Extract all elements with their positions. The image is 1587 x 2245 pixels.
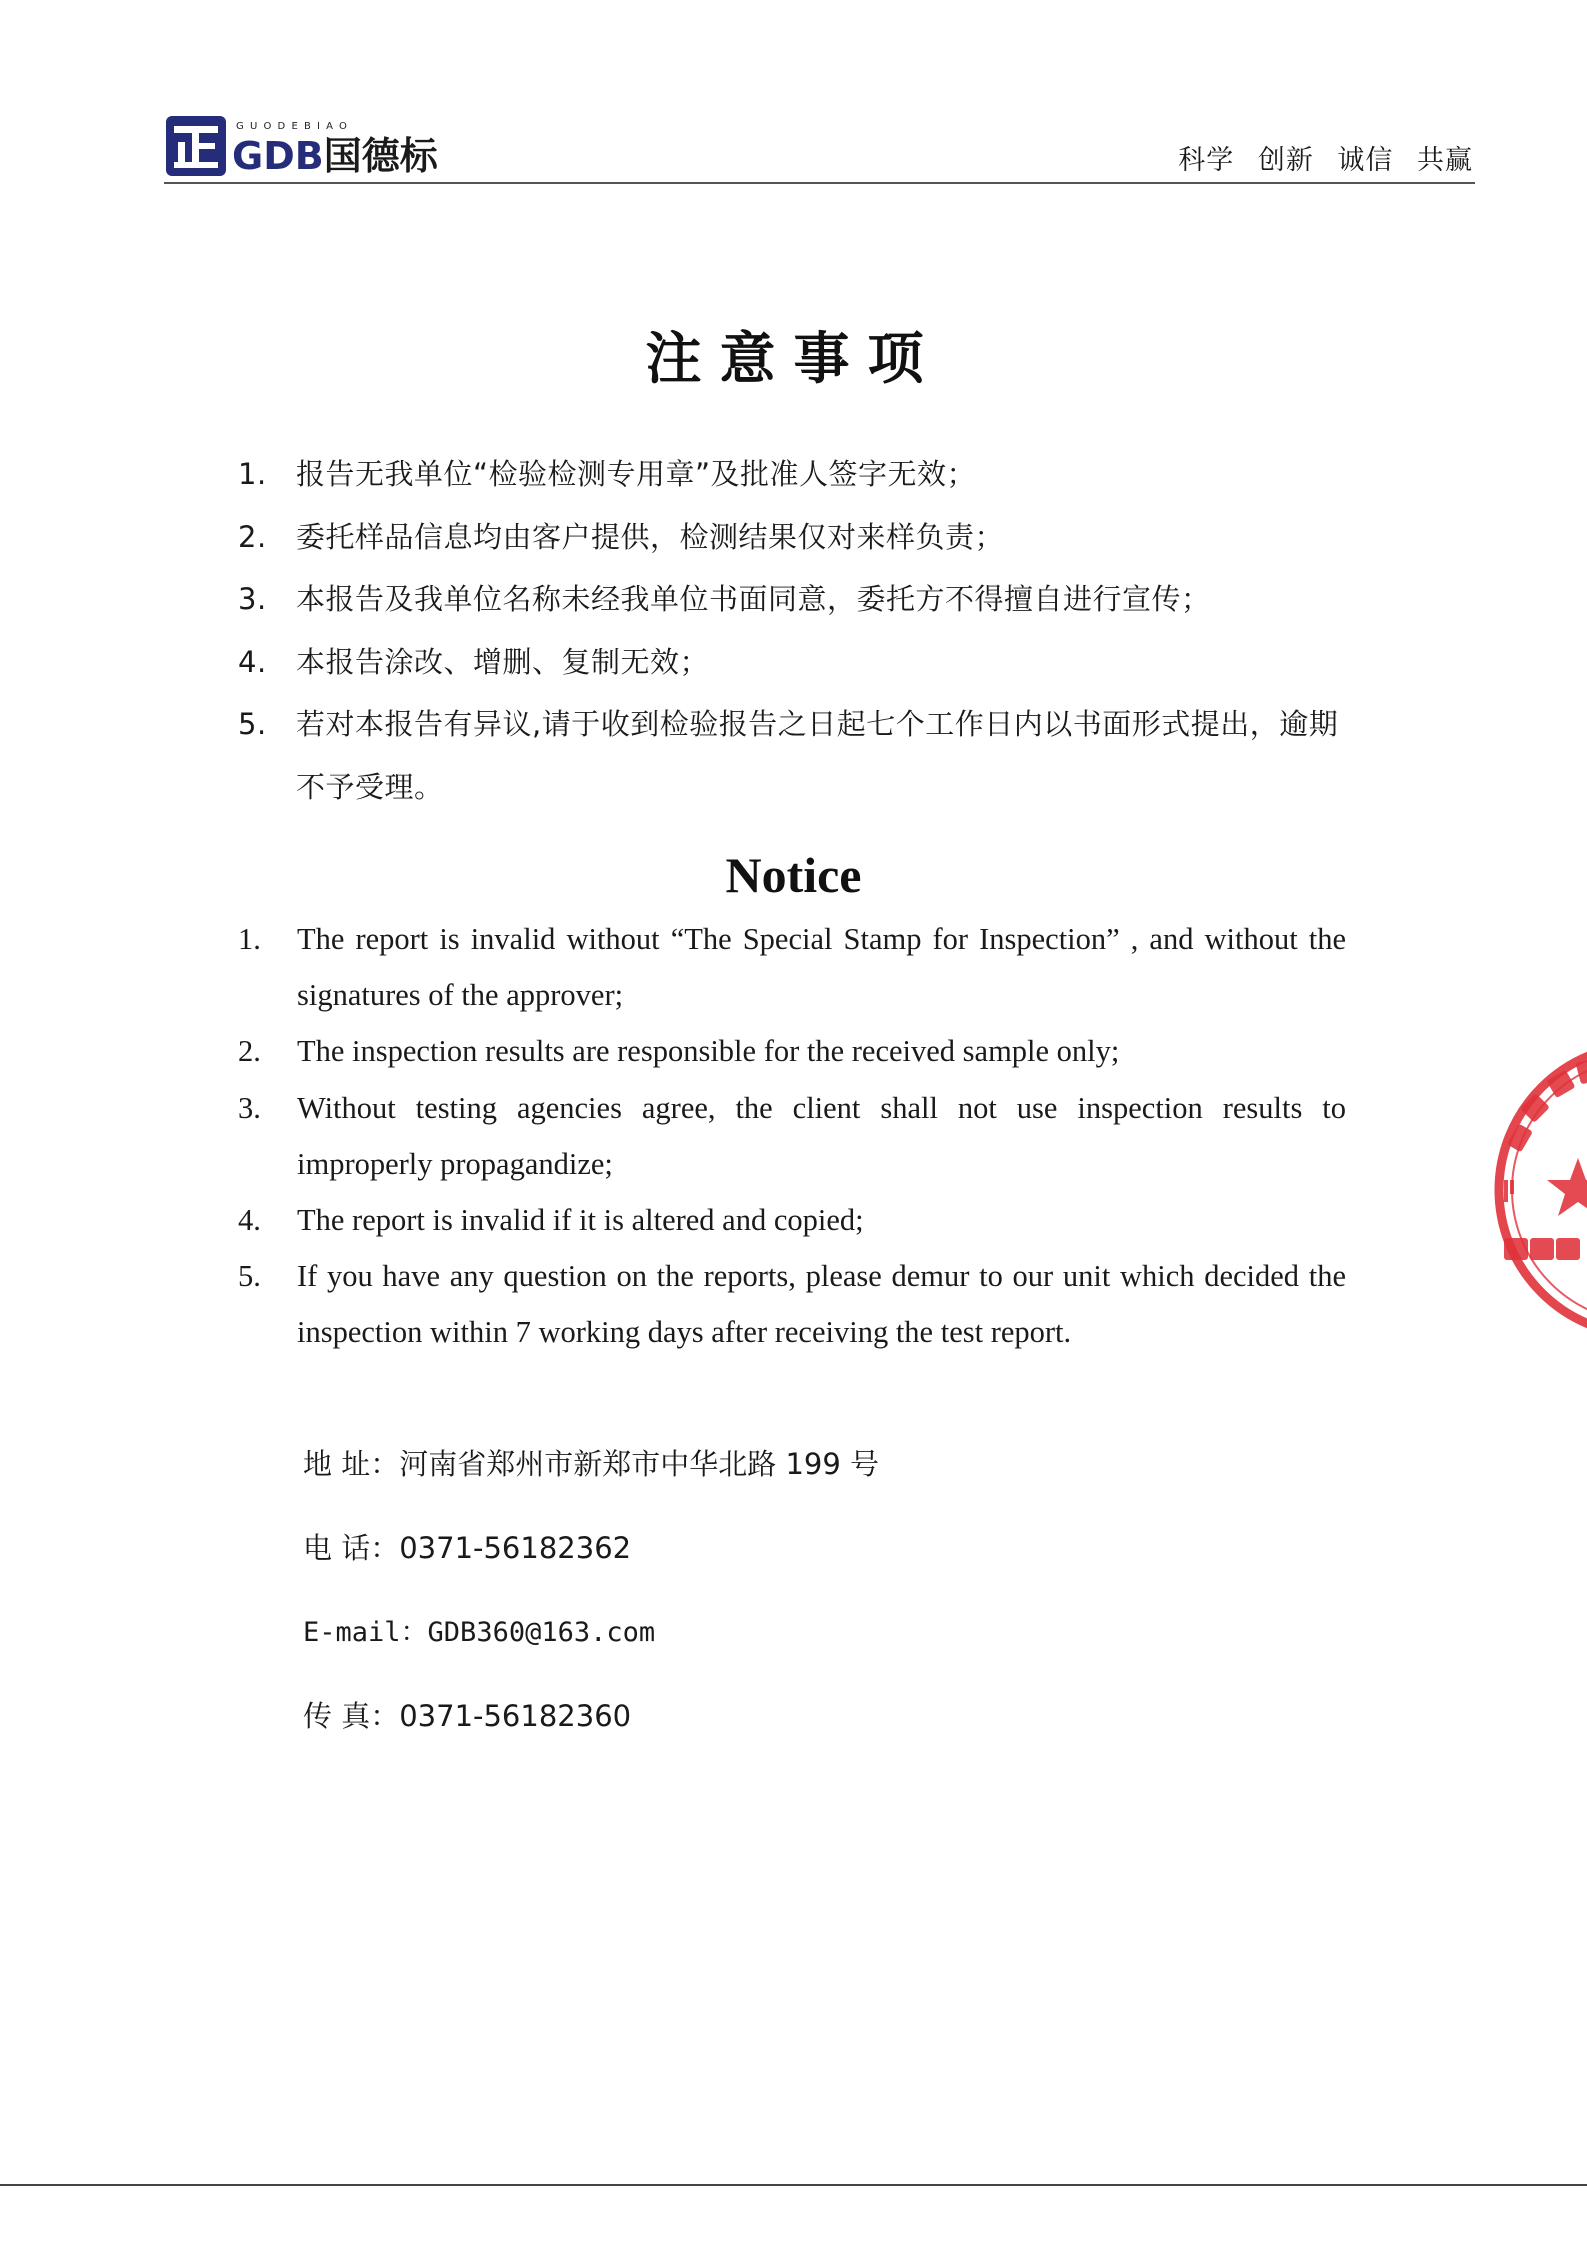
cn-notice-item bbox=[238, 506, 1358, 569]
cn-notice-item bbox=[238, 568, 1358, 631]
gdb-logo-icon bbox=[166, 116, 226, 176]
header-divider bbox=[164, 182, 1475, 184]
en-item-text: The inspection results are responsible for the received sample only; bbox=[297, 1034, 1120, 1069]
cn-notice-list bbox=[238, 443, 1358, 818]
cn-item-number: 3. bbox=[238, 582, 267, 616]
address-label: 地 址： bbox=[303, 1447, 400, 1481]
en-item-number: 2. bbox=[238, 1034, 261, 1069]
logo-subtitle: GUODEBIAO bbox=[236, 121, 354, 132]
phone-value: 0371-56182362 bbox=[399, 1531, 632, 1565]
en-item-text: The report is invalid without “The Special Stamp for Inspection” , and without the signatures of the approver; bbox=[297, 922, 1346, 1013]
contact-address bbox=[303, 1442, 1103, 1526]
email-label: E-mail： bbox=[303, 1617, 428, 1648]
en-item-text: Without testing agencies agree, the client shall not use inspection results to improperly propagandize; bbox=[297, 1090, 1346, 1181]
en-item-number: 4. bbox=[238, 1203, 261, 1238]
contact-email bbox=[303, 1610, 1103, 1694]
cn-item-text: 本报告涂改、增删、复制无效； bbox=[296, 644, 710, 679]
cn-item-number: 2. bbox=[238, 519, 267, 554]
cn-item-text: 委托样品信息均由客户提供，检测结果仅对来样负责； bbox=[296, 519, 1005, 554]
en-item-text: The report is invalid if it is altered and copied; bbox=[297, 1203, 864, 1238]
en-item-number: 5. bbox=[238, 1259, 261, 1294]
cn-item-number: 4. bbox=[238, 644, 267, 679]
address-value: 河南省郑州市新郑市中华北路 199 号 bbox=[399, 1447, 880, 1481]
en-notice-item bbox=[238, 911, 1346, 1023]
en-notice-list bbox=[238, 911, 1346, 1361]
contact-fax bbox=[303, 1694, 1103, 1778]
en-notice-title: Notice bbox=[725, 847, 862, 903]
contact-info bbox=[303, 1442, 1103, 1778]
cn-item-text: 报告无我单位“检验检测专用章”及批准人签字无效； bbox=[296, 457, 977, 491]
en-notice-item bbox=[238, 1023, 1346, 1079]
email-value: GDB360@163.com bbox=[427, 1617, 656, 1648]
logo-latin: GDB bbox=[232, 134, 324, 178]
en-item-text: If you have any question on the reports, please demur to our unit which decided the inspection within 7 working days after receiving the test report. bbox=[297, 1259, 1346, 1350]
cn-notice-item bbox=[238, 693, 1358, 818]
cn-item-text: 若对本报告有异议,请于收到检验报告之日起七个工作日内以书面形式提出，逾期不予受理。 bbox=[296, 707, 1339, 804]
cn-item-text: 本报告及我单位名称未经我单位书面同意，委托方不得擅自进行宣传； bbox=[296, 582, 1211, 616]
company-logo bbox=[166, 112, 436, 178]
logo-wordmark bbox=[232, 134, 438, 178]
en-notice-item bbox=[238, 1192, 1346, 1248]
en-notice-item bbox=[238, 1080, 1346, 1192]
seal-stamp-icon bbox=[1494, 1030, 1587, 1350]
footer-divider bbox=[0, 2184, 1587, 2186]
cn-notice-title: 注意事项 bbox=[645, 327, 942, 392]
contact-phone bbox=[303, 1526, 1103, 1610]
cn-item-number: 1. bbox=[238, 457, 267, 491]
fax-value: 0371-56182360 bbox=[399, 1699, 632, 1733]
cn-notice-item bbox=[238, 631, 1358, 694]
phone-label: 电 话： bbox=[303, 1531, 400, 1565]
fax-label: 传 真： bbox=[303, 1699, 400, 1733]
inspection-seal bbox=[1494, 1030, 1587, 1350]
en-item-number: 1. bbox=[238, 922, 261, 956]
en-item-number: 3. bbox=[238, 1090, 261, 1125]
cn-notice-item bbox=[238, 443, 1358, 506]
header-slogan: 科学 创新 诚信 共赢 bbox=[1178, 145, 1473, 176]
cn-item-number: 5. bbox=[238, 707, 267, 741]
en-notice-item bbox=[238, 1248, 1346, 1360]
logo-chinese: 国德标 bbox=[323, 134, 438, 178]
